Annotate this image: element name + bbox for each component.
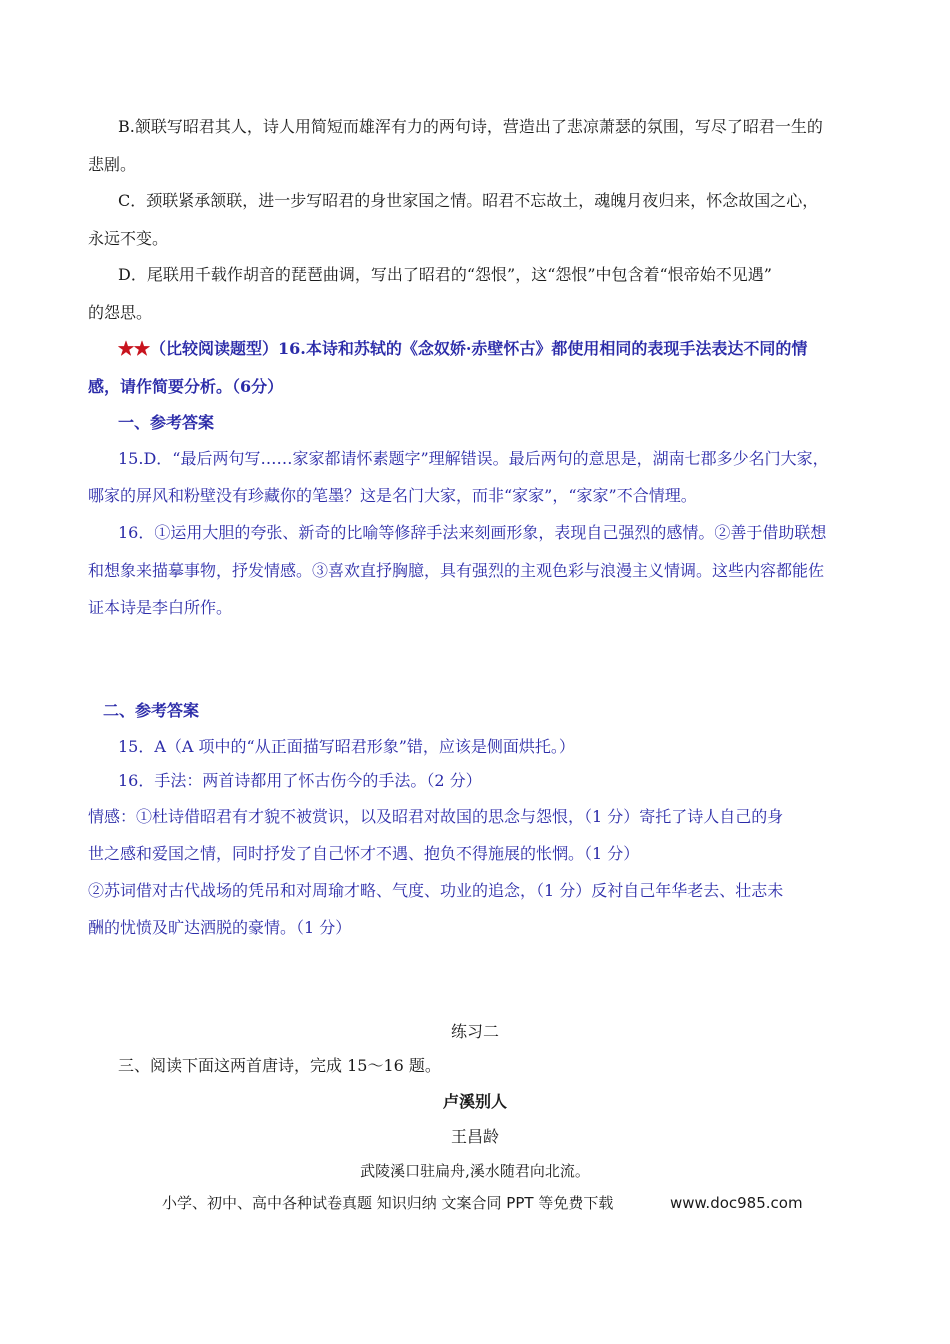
emotion-line1: 情感：①杜诗借昭君有才貌不被赏识，以及昭君对故国的思念与怨恨，（1 分）寄托了诗人自己的身 (88, 807, 784, 826)
option-d-line2: 的怨思。 (88, 303, 153, 322)
question-16-line2: 感，请作简要分析。（6分） (88, 377, 284, 396)
emotion-line3: ②苏词借对古代战场的凭吊和对周瑜才略、气度、功业的追念，（1 分）反衬自己年华老去、壮志未 (88, 881, 784, 900)
option-c-line1: C．颈联紧承颔联，进一步写昭君的身世家国之情。昭君不忘故土，魂魄月夜归来，怀念故国之心， (118, 191, 819, 210)
footer-text: 小学、初中、高中各种试卷真题 知识归纳 文案合同 PPT 等免费下载 (162, 1194, 614, 1212)
difficulty-stars: ★★ (118, 339, 151, 358)
answer-15-line2: 哪家的屏风和粉壁没有珍藏你的笔墨？这是名门大家，而非“家家”，“家家”不合情理。 (88, 486, 697, 505)
emotion-line4: 酬的忧愤及旷达洒脱的豪情。（1 分） (88, 918, 352, 937)
poem-author: 王昌龄 (450, 1127, 499, 1146)
option-c-line2: 永远不变。 (88, 229, 169, 248)
question-16-line1 (118, 338, 807, 360)
poem-line1: 武陵溪口驻扁舟,溪水随君向北流。 (360, 1162, 590, 1180)
footer-url[interactable]: www.doc985.com (670, 1194, 803, 1212)
emotion-line2: 世之感和爱国之情，同时抒发了自己怀才不遇、抱负不得施展的怅惘。（1 分） (88, 844, 640, 863)
poem-title: 卢溪别人 (442, 1092, 507, 1111)
answer-16-line3: 证本诗是李白所作。 (88, 598, 233, 617)
answer-15-line1: 15.D．“最后两句写……家家都请怀素题字”理解错误。最后两句的意思是，湖南七郡多少名门大家， (118, 449, 829, 468)
answers-2-heading: 二、参考答案 (103, 701, 200, 720)
option-b-line2: 悲剧。 (88, 155, 137, 174)
answer-2-15: 15．A（A 项中的“从正面描写昭君形象”错，应该是侧面烘托。） (118, 737, 575, 756)
option-d-line1: D．尾联用千载作胡音的琵琶曲调，写出了昭君的“怨恨”，这“怨恨”中包含着“恨帝始不见遇” (118, 265, 772, 284)
answer-16-line1: 16．①运用大胆的夸张、新奇的比喻等修辞手法来刻画形象，表现自己强烈的感情。②善于借助联想 (118, 523, 827, 542)
exercise-title: 练习二 (450, 1022, 499, 1041)
answer-2-16: 16．手法：两首诗都用了怀古伤今的手法。（2 分） (118, 771, 482, 790)
answers-1-heading: 一、参考答案 (118, 413, 215, 432)
answer-16-line2: 和想象来描摹事物，抒发情感。③喜欢直抒胸臆，具有强烈的主观色彩与浪漫主义情调。这些内容都能佐 (88, 561, 825, 580)
question-16-text: （比较阅读题型）16.本诗和苏轼的《念奴娇·赤壁怀古》都使用相同的表现手法表达不同的情 (150, 339, 808, 358)
option-b-line1: B.颔联写昭君其人，诗人用简短而雄浑有力的两句诗，营造出了悲凉萧瑟的氛围，写尽了昭君一生的 (118, 117, 823, 136)
exercise-instruction: 三、阅读下面这两首唐诗，完成 15～16 题。 (118, 1056, 441, 1075)
